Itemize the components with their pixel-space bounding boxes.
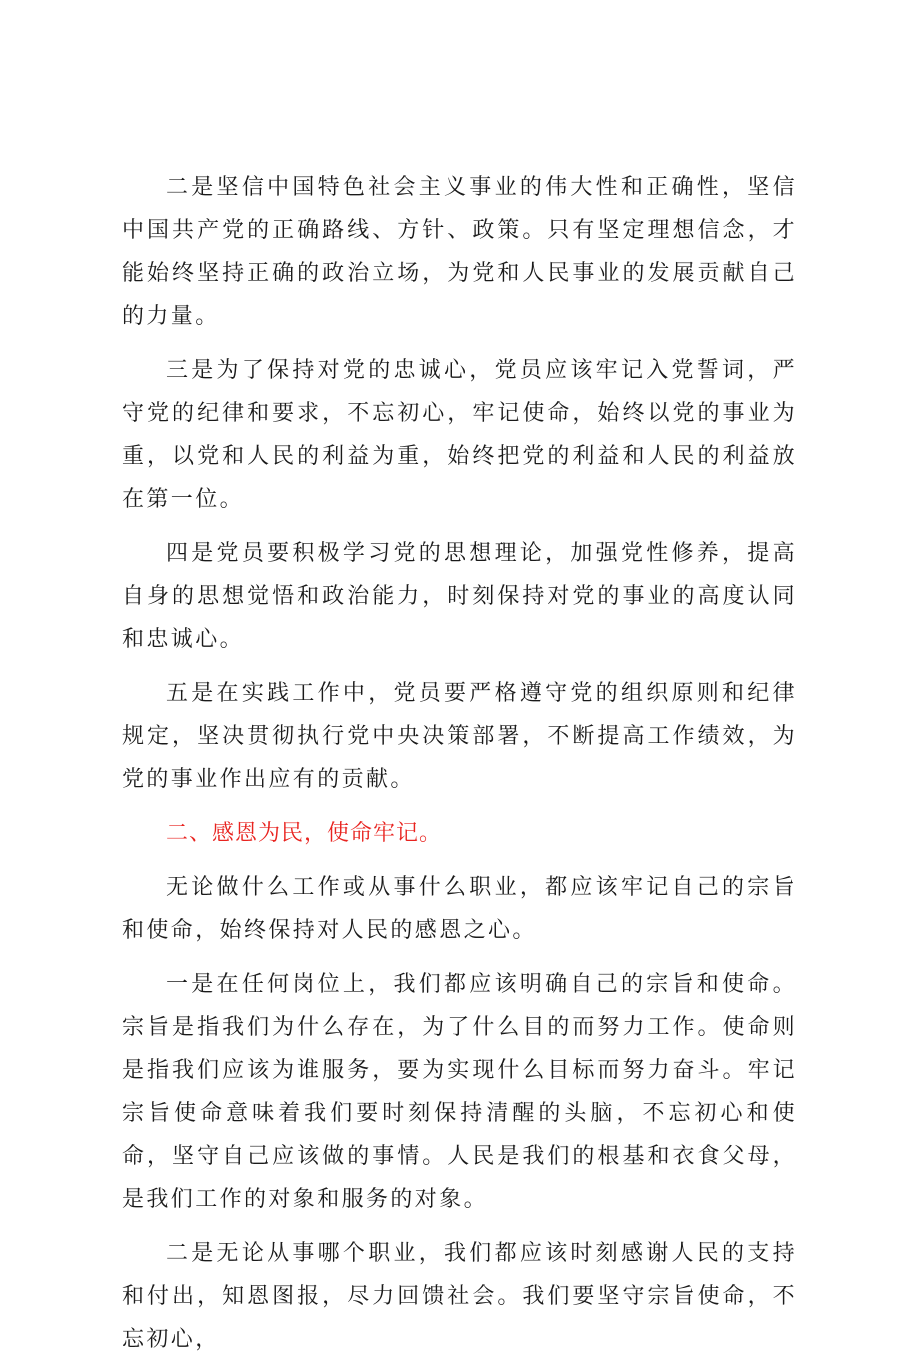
paragraph-study: 四是党员要积极学习党的思想理论，加强党性修养，提高自身的思想觉悟和政治能力，时刻保持对党的事业的高度认同和忠诚心。: [122, 541, 797, 652]
section-heading: 二、感恩为民，使命牢记。: [166, 821, 443, 846]
paragraph-mission: 一是在任何岗位上，我们都应该明确自己的宗旨和使命。宗旨是指我们为什么存在，为了什么目的而努力工作。使命则是指我们应该为谁服务，要为实现什么目标而努力奋斗。牢记宗旨使命意味着我们要时刻保持清醒的头脑，不忘初心和使命，坚守自己应该做的事情。人民是我们的根基和衣食父母，是我们工作的对象和服务的对象。: [122, 972, 797, 1212]
paragraph-loyalty: 三是为了保持对党的忠诚心，党员应该牢记入党誓词，严守党的纪律和要求，不忘初心，牢记使命，始终以党的事业为重，以党和人民的利益为重，始终把党的利益和人民的利益放在第一位。: [122, 358, 797, 512]
document-body: [122, 166, 797, 1372]
paragraph-practice: 五是在实践工作中，党员要严格遵守党的组织原则和纪律规定，坚决贯彻执行党中央决策部署，不断提高工作绩效，为党的事业作出应有的贡献。: [122, 681, 797, 792]
paragraph-gratitude: 二是无论从事哪个职业，我们都应该时刻感谢人民的支持和付出，知恩图报，尽力回馈社会。我们要坚守宗旨使命，不忘初心，: [122, 1241, 797, 1352]
paragraph-intro: 无论做什么工作或从事什么职业，都应该牢记自己的宗旨和使命，始终保持对人民的感恩之心。: [122, 875, 797, 943]
paragraph-belief: 二是坚信中国特色社会主义事业的伟大性和正确性，坚信中国共产党的正确路线、方针、政策。只有坚定理想信念，才能始终坚持正确的政治立场，为党和人民事业的发展贡献自己的力量。: [122, 175, 797, 329]
